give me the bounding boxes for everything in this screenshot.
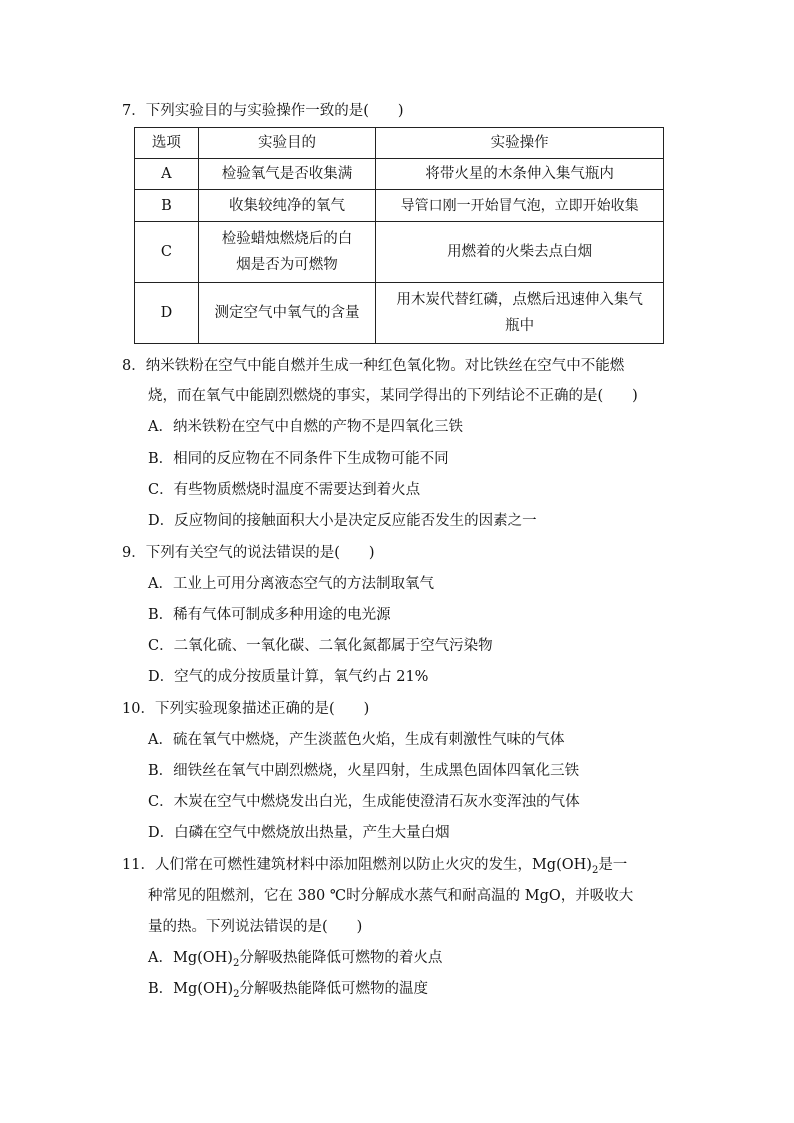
table-cell-option: A (135, 159, 199, 190)
question-8-stem-line1: 8．纳米铁粉在空气中能自燃并生成一种红色氧化物。对比铁丝在空气中不能燃 (122, 358, 625, 374)
question-8-stem-line2: 烧，而在氧气中能剧烈燃烧的事实，某同学得出的下列结论不正确的是( ) (148, 388, 638, 404)
question-9-option-a: A．工业上可用分离液态空气的方法制取氧气 (148, 576, 434, 592)
question-7-stem: 7．下列实验目的与实验操作一致的是( ) (122, 103, 404, 119)
table-header-operation: 实验操作 (376, 128, 664, 159)
question-9-option-d: D．空气的成分按质量计算，氧气约占 21% (148, 669, 429, 685)
question-9-option-c: C．二氧化硫、一氧化碳、二氧化氮都属于空气污染物 (148, 638, 493, 654)
table-cell-operation: 导管口刚一开始冒气泡，立即开始收集 (376, 190, 664, 222)
question-10-option-b: B．细铁丝在氧气中剧烈燃烧，火星四射，生成黑色固体四氧化三铁 (148, 763, 580, 779)
question-11-option-b (148, 979, 428, 1005)
table-row (135, 159, 664, 190)
question-11-option-a (148, 948, 442, 974)
table-row (135, 283, 664, 344)
experiment-table (134, 127, 664, 344)
question-10-option-a: A．硫在氧气中燃烧，产生淡蓝色火焰，生成有刺激性气味的气体 (148, 732, 565, 748)
question-8-option-c: C．有些物质燃烧时温度不需要达到着火点 (148, 482, 421, 498)
question-10-option-c: C．木炭在空气中燃烧发出白光，生成能使澄清石灰水变浑浊的气体 (148, 794, 580, 810)
table-cell-goal: 收集较纯净的氧气 (198, 190, 375, 222)
question-10-stem: 10．下列实验现象描述正确的是( ) (122, 701, 370, 717)
table-cell-option: B (135, 190, 199, 222)
table-row (135, 190, 664, 222)
question-8-option-a: A．纳米铁粉在空气中自燃的产物不是四氧化三铁 (148, 419, 463, 435)
question-11-stem-line3: 量的热。下列说法错误的是( ) (148, 919, 363, 935)
question-11-stem-line1 (122, 855, 627, 881)
question-10-option-d: D．白磷在空气中燃烧放出热量，产生大量白烟 (148, 825, 450, 841)
option-a-text: 分解吸热能降低可燃物的着火点 (239, 950, 443, 966)
table-cell-goal: 检验蜡烛燃烧后的白烟是否为可燃物 (198, 222, 375, 283)
subscript-2: 2 (232, 957, 240, 969)
subscript-2: 2 (233, 988, 240, 1000)
table-cell-operation: 用木炭代替红磷，点燃后迅速伸入集气瓶中 (376, 283, 664, 344)
table-header-goal: 实验目的 (198, 128, 375, 159)
question-11-stem-line2: 种常见的阻燃剂，它在 380 ℃时分解成水蒸气和耐高温的 MgO，并吸收大 (148, 888, 634, 904)
table-cell-goal: 检验氧气是否收集满 (198, 159, 375, 190)
question-9-option-b: B．稀有气体可制成多种用途的电光源 (148, 607, 391, 623)
table-row (135, 222, 664, 283)
option-a-formula: A．Mg(OH) (148, 950, 233, 966)
table-cell-operation: 用燃着的火柴去点白烟 (376, 222, 664, 283)
question-11-stem-text-b: 是一 (598, 857, 628, 873)
option-b-text: 分解吸热能降低可燃物的温度 (239, 981, 429, 997)
table-header-option: 选项 (135, 128, 199, 159)
question-8-option-d: D．反应物间的接触面积大小是决定反应能否发生的因素之一 (148, 513, 537, 529)
table-cell-operation: 将带火星的木条伸入集气瓶内 (376, 159, 664, 190)
question-8-option-b: B．相同的反应物在不同条件下生成物可能不同 (148, 451, 449, 467)
question-9-stem: 9．下列有关空气的说法错误的是( ) (122, 545, 375, 561)
subscript-2: 2 (591, 864, 599, 876)
table-cell-option: D (135, 283, 199, 344)
table-cell-goal: 测定空气中氧气的含量 (198, 283, 375, 344)
table-cell-option: C (135, 222, 199, 283)
option-b-formula: B．Mg(OH) (148, 981, 234, 997)
table-header-row (135, 128, 664, 159)
question-11-stem-text-a: 11．人们常在可燃性建筑材料中添加阻燃剂以防止火灾的发生，Mg(OH) (122, 857, 592, 873)
